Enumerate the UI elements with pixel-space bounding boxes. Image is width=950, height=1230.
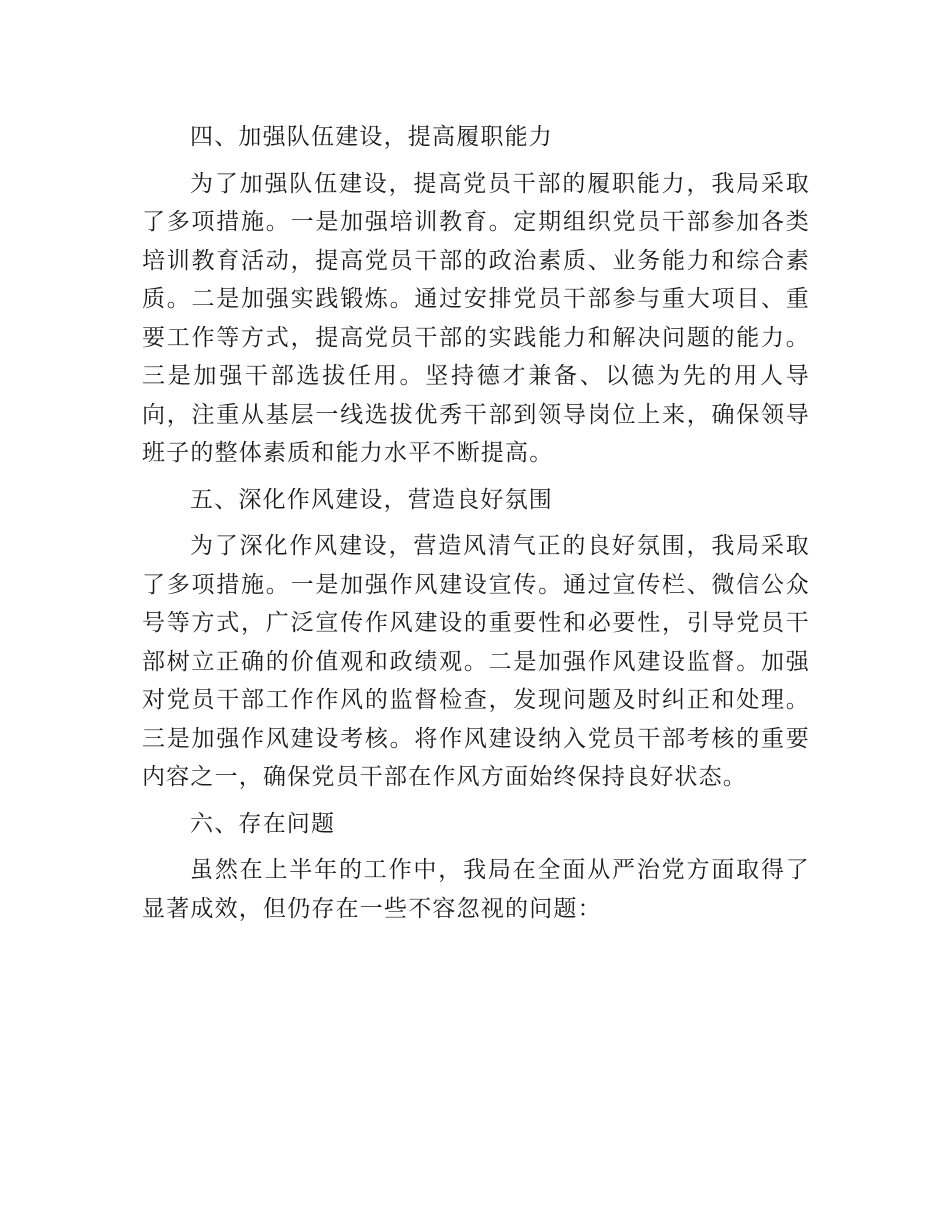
section-paragraph-6: 虽然在上半年的工作中，我局在全面从严治党方面取得了显著成效，但仍存在一些不容忽视的问题：	[142, 857, 810, 922]
section-heading-6: 六、存在问题	[190, 810, 336, 837]
section-paragraph-5: 为了深化作风建设，营造风清气正的良好氛围，我局采取了多项措施。一是加强作风建设宣传。通过宣传栏、微信公众号等方式，广泛宣传作风建设的重要性和必要性，引导党员干部树立正确的价值观和政绩观。二是加强作风建设监督。加强对党员干部工作作风的监督检查，发现问题及时纠正和处理。三是加强作风建设考核。将作风建设纳入党员干部考核的重要内容之一，确保党员干部在作风方面始终保持良好状态。	[142, 533, 810, 790]
section-heading-4: 四、加强队伍建设，提高履职能力	[190, 124, 553, 150]
section-paragraph-4: 为了加强队伍建设，提高党员干部的履职能力，我局采取了多项措施。一是加强培训教育。定期组织党员干部参加各类培训教育活动，提高党员干部的政治素质、业务能力和综合素质。二是加强实践锻炼。通过安排党员干部参与重大项目、重要工作等方式，提高党员干部的实践能力和解决问题的能力。三是加强干部选拔任用。坚持德才兼备、以德为先的用人导向，注重从基层一线选拔优秀干部到领导岗位上来，确保领导班子的整体素质和能力水平不断提高。	[142, 170, 810, 466]
document-body	[142, 118, 810, 928]
section-heading-5: 五、深化作风建设，营造良好氛围	[190, 486, 553, 513]
